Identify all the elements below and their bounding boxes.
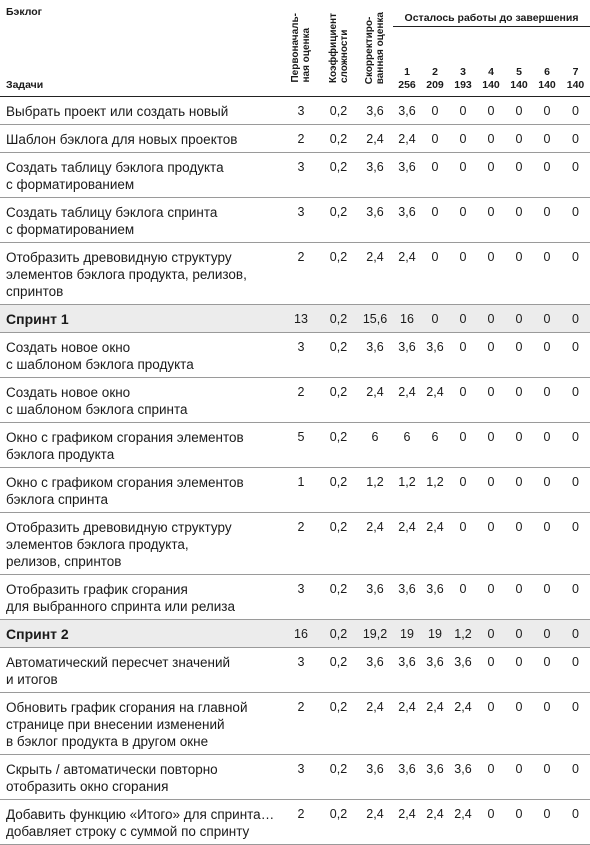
adjusted-estimate: 3,6 — [357, 333, 393, 378]
task-name: Создать таблицу бэклога продукта с форматированием — [0, 153, 282, 198]
remaining-day-3: 0 — [449, 423, 477, 468]
remaining-day-4: 0 — [477, 198, 505, 243]
remaining-day-5: 0 — [505, 513, 533, 575]
complexity-label: Коэффициент сложности — [327, 12, 350, 84]
remaining-day-2: 6 — [421, 423, 449, 468]
table-row — [0, 755, 590, 800]
adjusted-estimate-header — [357, 0, 393, 97]
remaining-day-4: 0 — [477, 468, 505, 513]
remaining-day-4: 0 — [477, 620, 505, 648]
task-name: Спринт 1 — [0, 305, 282, 333]
remaining-day-4: 0 — [477, 800, 505, 845]
remaining-day-5: 0 — [505, 693, 533, 755]
remaining-day-6: 0 — [533, 97, 561, 125]
remaining-day-6: 0 — [533, 693, 561, 755]
table-row — [0, 378, 590, 423]
remaining-day-2: 0 — [421, 305, 449, 333]
sprint-summary-row — [0, 620, 590, 648]
remaining-day-6: 0 — [533, 800, 561, 845]
remaining-day-7: 0 — [561, 755, 590, 800]
day-number: 5 — [516, 66, 522, 78]
remaining-day-3: 0 — [449, 198, 477, 243]
remaining-day-1: 3,6 — [393, 153, 421, 198]
remaining-day-4: 0 — [477, 755, 505, 800]
remaining-day-5: 0 — [505, 97, 533, 125]
table-row — [0, 468, 590, 513]
table-row — [0, 423, 590, 468]
complexity: 0,2 — [320, 693, 357, 755]
remaining-day-2: 2,4 — [421, 378, 449, 423]
remaining-day-3: 1,2 — [449, 620, 477, 648]
initial-estimate: 5 — [282, 423, 320, 468]
remaining-day-7: 0 — [561, 305, 590, 333]
initial-estimate: 3 — [282, 575, 320, 620]
day-total: 209 — [426, 79, 444, 91]
adjusted-estimate: 2,4 — [357, 693, 393, 755]
initial-estimate-label: Первоначаль- ная оценка — [290, 13, 312, 83]
table-row — [0, 97, 590, 125]
remaining-day-6: 0 — [533, 755, 561, 800]
remaining-day-3: 0 — [449, 125, 477, 153]
complexity: 0,2 — [320, 755, 357, 800]
remaining-day-5: 0 — [505, 198, 533, 243]
task-name: Выбрать проект или создать новый — [0, 97, 282, 125]
remaining-day-6: 0 — [533, 575, 561, 620]
remaining-day-2: 3,6 — [421, 575, 449, 620]
remaining-day-1: 2,4 — [393, 693, 421, 755]
day-header-4 — [477, 26, 505, 96]
day-total: 140 — [538, 79, 556, 91]
complexity: 0,2 — [320, 333, 357, 378]
remaining-day-6: 0 — [533, 125, 561, 153]
remaining-day-7: 0 — [561, 423, 590, 468]
remaining-day-1: 3,6 — [393, 575, 421, 620]
remaining-day-4: 0 — [477, 97, 505, 125]
remaining-day-2: 19 — [421, 620, 449, 648]
adjusted-estimate: 1,2 — [357, 468, 393, 513]
task-name: Шаблон бэклога для новых проектов — [0, 125, 282, 153]
remaining-day-1: 2,4 — [393, 125, 421, 153]
initial-estimate: 3 — [282, 755, 320, 800]
table-row — [0, 198, 590, 243]
remaining-day-6: 0 — [533, 198, 561, 243]
remaining-day-7: 0 — [561, 693, 590, 755]
complexity: 0,2 — [320, 153, 357, 198]
complexity: 0,2 — [320, 378, 357, 423]
day-header-2 — [421, 26, 449, 96]
remaining-day-2: 0 — [421, 97, 449, 125]
remaining-day-2: 0 — [421, 198, 449, 243]
complexity: 0,2 — [320, 198, 357, 243]
adjusted-estimate: 3,6 — [357, 198, 393, 243]
remaining-day-7: 0 — [561, 575, 590, 620]
remaining-day-3: 0 — [449, 97, 477, 125]
adjusted-estimate: 19,2 — [357, 620, 393, 648]
remaining-work-header: Осталось работы до завершения — [393, 0, 590, 26]
remaining-day-2: 3,6 — [421, 648, 449, 693]
initial-estimate: 3 — [282, 198, 320, 243]
initial-estimate: 2 — [282, 243, 320, 305]
day-header-1 — [393, 26, 421, 96]
table-row — [0, 333, 590, 378]
adjusted-estimate: 2,4 — [357, 125, 393, 153]
remaining-day-5: 0 — [505, 575, 533, 620]
remaining-day-7: 0 — [561, 198, 590, 243]
remaining-day-3: 0 — [449, 153, 477, 198]
remaining-day-1: 6 — [393, 423, 421, 468]
remaining-day-2: 2,4 — [421, 800, 449, 845]
remaining-day-1: 3,6 — [393, 333, 421, 378]
remaining-day-7: 0 — [561, 513, 590, 575]
remaining-day-5: 0 — [505, 378, 533, 423]
remaining-day-1: 2,4 — [393, 243, 421, 305]
initial-estimate: 13 — [282, 305, 320, 333]
adjusted-estimate: 2,4 — [357, 513, 393, 575]
remaining-day-3: 0 — [449, 513, 477, 575]
remaining-day-4: 0 — [477, 693, 505, 755]
complexity-header — [320, 0, 357, 97]
remaining-day-6: 0 — [533, 378, 561, 423]
remaining-day-1: 16 — [393, 305, 421, 333]
task-name: Спринт 2 — [0, 620, 282, 648]
remaining-day-5: 0 — [505, 125, 533, 153]
table-row — [0, 575, 590, 620]
adjusted-estimate: 2,4 — [357, 243, 393, 305]
complexity: 0,2 — [320, 513, 357, 575]
task-name: Отобразить древовидную структуру элементов бэклога продукта, релизов, спринтов — [0, 243, 282, 305]
remaining-day-5: 0 — [505, 468, 533, 513]
task-name: Создать новое окно с шаблоном бэклога спринта — [0, 378, 282, 423]
adjusted-estimate: 6 — [357, 423, 393, 468]
backlog-label: Бэклог — [6, 6, 43, 18]
remaining-day-2: 3,6 — [421, 333, 449, 378]
day-total: 140 — [566, 79, 585, 91]
remaining-day-3: 0 — [449, 305, 477, 333]
remaining-day-3: 0 — [449, 378, 477, 423]
remaining-day-2: 2,4 — [421, 513, 449, 575]
task-name: Окно с графиком сгорания элементов бэклога продукта — [0, 423, 282, 468]
remaining-day-1: 2,4 — [393, 800, 421, 845]
initial-estimate: 16 — [282, 620, 320, 648]
remaining-day-3: 0 — [449, 333, 477, 378]
adjusted-estimate: 3,6 — [357, 97, 393, 125]
remaining-day-7: 0 — [561, 333, 590, 378]
sprint-summary-row — [0, 305, 590, 333]
remaining-day-4: 0 — [477, 513, 505, 575]
remaining-day-2: 0 — [421, 243, 449, 305]
remaining-day-3: 0 — [449, 243, 477, 305]
day-total: 256 — [398, 79, 416, 91]
adjusted-estimate: 3,6 — [357, 648, 393, 693]
complexity: 0,2 — [320, 800, 357, 845]
complexity: 0,2 — [320, 468, 357, 513]
initial-estimate-header — [282, 0, 320, 97]
remaining-day-7: 0 — [561, 243, 590, 305]
task-name: Скрыть / автоматически повторно отобразить окно сгорания — [0, 755, 282, 800]
remaining-day-6: 0 — [533, 305, 561, 333]
day-number: 6 — [544, 66, 550, 78]
remaining-day-3: 0 — [449, 575, 477, 620]
remaining-day-6: 0 — [533, 468, 561, 513]
remaining-day-7: 0 — [561, 125, 590, 153]
day-header-7 — [561, 26, 590, 96]
remaining-day-1: 2,4 — [393, 378, 421, 423]
initial-estimate: 2 — [282, 513, 320, 575]
complexity: 0,2 — [320, 648, 357, 693]
table-row — [0, 243, 590, 305]
remaining-day-6: 0 — [533, 333, 561, 378]
remaining-day-1: 2,4 — [393, 513, 421, 575]
remaining-day-4: 0 — [477, 305, 505, 333]
remaining-day-1: 19 — [393, 620, 421, 648]
initial-estimate: 2 — [282, 800, 320, 845]
initial-estimate: 3 — [282, 333, 320, 378]
initial-estimate: 2 — [282, 693, 320, 755]
adjusted-estimate: 15,6 — [357, 305, 393, 333]
adjusted-estimate: 3,6 — [357, 575, 393, 620]
remaining-day-7: 0 — [561, 468, 590, 513]
complexity: 0,2 — [320, 575, 357, 620]
complexity: 0,2 — [320, 620, 357, 648]
remaining-day-7: 0 — [561, 620, 590, 648]
day-total: 140 — [510, 79, 528, 91]
remaining-day-4: 0 — [477, 575, 505, 620]
remaining-day-5: 0 — [505, 305, 533, 333]
day-header-6 — [533, 26, 561, 96]
complexity: 0,2 — [320, 125, 357, 153]
remaining-day-1: 1,2 — [393, 468, 421, 513]
remaining-day-2: 0 — [421, 153, 449, 198]
task-name: Создать таблицу бэклога спринта с форматированием — [0, 198, 282, 243]
task-name: Окно с графиком сгорания элементов бэклога спринта — [0, 468, 282, 513]
remaining-day-5: 0 — [505, 333, 533, 378]
complexity: 0,2 — [320, 305, 357, 333]
day-number: 1 — [404, 66, 410, 78]
day-number: 4 — [488, 66, 494, 78]
remaining-day-2: 3,6 — [421, 755, 449, 800]
remaining-day-1: 3,6 — [393, 198, 421, 243]
remaining-day-3: 2,4 — [449, 800, 477, 845]
initial-estimate: 1 — [282, 468, 320, 513]
day-total: 193 — [454, 79, 472, 91]
initial-estimate: 2 — [282, 378, 320, 423]
remaining-day-5: 0 — [505, 153, 533, 198]
remaining-day-5: 0 — [505, 800, 533, 845]
initial-estimate: 3 — [282, 153, 320, 198]
initial-estimate: 3 — [282, 648, 320, 693]
remaining-day-3: 0 — [449, 468, 477, 513]
remaining-day-1: 3,6 — [393, 97, 421, 125]
remaining-day-6: 0 — [533, 513, 561, 575]
complexity: 0,2 — [320, 423, 357, 468]
table-row — [0, 800, 590, 845]
remaining-day-6: 0 — [533, 620, 561, 648]
remaining-day-7: 0 — [561, 153, 590, 198]
remaining-day-6: 0 — [533, 243, 561, 305]
table-row — [0, 153, 590, 198]
remaining-day-7: 0 — [561, 800, 590, 845]
task-name: Автоматический пересчет значений и итогов — [0, 648, 282, 693]
remaining-day-4: 0 — [477, 243, 505, 305]
remaining-day-4: 0 — [477, 378, 505, 423]
remaining-day-7: 0 — [561, 97, 590, 125]
remaining-day-5: 0 — [505, 648, 533, 693]
remaining-day-2: 2,4 — [421, 693, 449, 755]
initial-estimate: 2 — [282, 125, 320, 153]
adjusted-estimate: 2,4 — [357, 800, 393, 845]
remaining-day-6: 0 — [533, 423, 561, 468]
remaining-day-1: 3,6 — [393, 755, 421, 800]
remaining-day-2: 0 — [421, 125, 449, 153]
table-row — [0, 693, 590, 755]
remaining-day-3: 2,4 — [449, 693, 477, 755]
day-number: 3 — [460, 66, 466, 78]
day-number: 7 — [572, 66, 579, 78]
remaining-day-6: 0 — [533, 153, 561, 198]
task-name: Отобразить древовидную структуру элементов бэклога продукта, релизов, спринтов — [0, 513, 282, 575]
remaining-day-5: 0 — [505, 243, 533, 305]
complexity: 0,2 — [320, 97, 357, 125]
day-header-3 — [449, 26, 477, 96]
adjusted-estimate: 3,6 — [357, 153, 393, 198]
remaining-day-4: 0 — [477, 423, 505, 468]
tasks-label: Задачи — [6, 79, 44, 91]
table-row — [0, 648, 590, 693]
remaining-day-4: 0 — [477, 333, 505, 378]
adjusted-estimate: 3,6 — [357, 755, 393, 800]
remaining-day-3: 3,6 — [449, 755, 477, 800]
table-row — [0, 513, 590, 575]
task-name: Отобразить график сгорания для выбранного спринта или релиза — [0, 575, 282, 620]
remaining-day-6: 0 — [533, 648, 561, 693]
task-name: Обновить график сгорания на главной странице при внесении изменений в бэклог продукта в другом окне — [0, 693, 282, 755]
remaining-day-4: 0 — [477, 153, 505, 198]
remaining-day-5: 0 — [505, 620, 533, 648]
remaining-day-5: 0 — [505, 755, 533, 800]
task-name: Создать новое окно с шаблоном бэклога продукта — [0, 333, 282, 378]
task-header-cell — [0, 0, 282, 97]
adjusted-estimate: 2,4 — [357, 378, 393, 423]
table-row — [0, 125, 590, 153]
remaining-day-4: 0 — [477, 648, 505, 693]
remaining-day-3: 3,6 — [449, 648, 477, 693]
remaining-day-1: 3,6 — [393, 648, 421, 693]
initial-estimate: 3 — [282, 97, 320, 125]
remaining-day-7: 0 — [561, 378, 590, 423]
adjusted-estimate-label: Скорректиро- ванная оценка — [364, 11, 386, 85]
remaining-day-2: 1,2 — [421, 468, 449, 513]
remaining-day-7: 0 — [561, 648, 590, 693]
remaining-day-5: 0 — [505, 423, 533, 468]
day-total: 140 — [482, 79, 500, 91]
remaining-day-4: 0 — [477, 125, 505, 153]
complexity: 0,2 — [320, 243, 357, 305]
day-number: 2 — [432, 66, 438, 78]
day-header-5 — [505, 26, 533, 96]
task-name: Добавить функцию «Итого» для спринта… добавляет строку с суммой по спринту — [0, 800, 282, 845]
